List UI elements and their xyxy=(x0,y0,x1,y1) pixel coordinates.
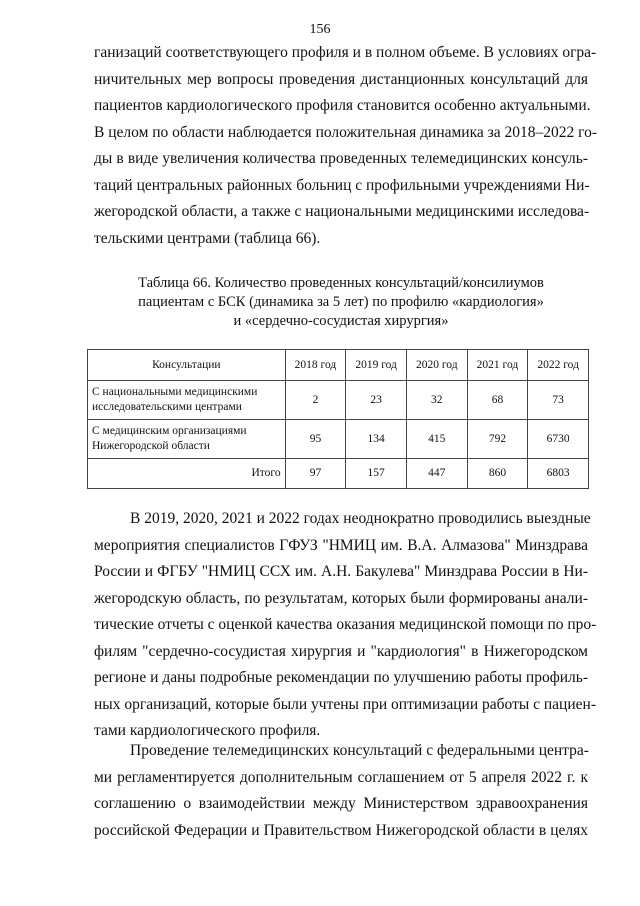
text-line: Проведение телемедицинских консультаций с федеральными центра- xyxy=(130,742,589,759)
text-line: ганизаций соответствующего профиля и в полном объеме. В условиях огра- xyxy=(94,44,597,61)
table-cell: 6730 xyxy=(528,420,589,459)
table-cell: 2 xyxy=(285,381,346,420)
text-line: ных организаций, которые были учтены при оптимизации работы с пациен- xyxy=(94,695,596,713)
text-line: регионе и даны подробные рекомендации по улучшению работы профиль- xyxy=(94,669,588,686)
table-cell: 860 xyxy=(467,459,528,489)
table-header-row xyxy=(88,350,589,381)
paragraph-intro xyxy=(94,40,598,252)
table-cell: 792 xyxy=(467,420,528,459)
caption-line: и «сердечно-сосудистая хирургия» xyxy=(233,313,449,329)
text-line: В целом по области наблюдается положительная динамика за 2018–2022 го- xyxy=(94,123,598,141)
table-cell: 68 xyxy=(467,381,528,420)
text-line: филям "сердечно-сосудистая хирургия и "кардиология" в Нижегородском xyxy=(94,642,588,660)
row-label-line: исследовательскими центрами xyxy=(92,401,242,413)
header-year: 2022 год xyxy=(528,350,589,381)
table-cell: 6803 xyxy=(528,459,589,489)
text-line: тами кардиологического профиля. xyxy=(94,722,321,739)
paragraph-telemedicine xyxy=(94,738,588,844)
table-cell: 95 xyxy=(285,420,346,459)
row-label-line: Нижегородской области xyxy=(92,440,210,452)
total-label: Итого xyxy=(88,459,286,489)
text-line: пациентов кардиологического профиля становится особенно актуальными. xyxy=(94,97,591,114)
table-cell: 23 xyxy=(346,381,407,420)
header-consultations: Консультации xyxy=(88,350,286,381)
row-label xyxy=(88,420,286,459)
row-label-line: С национальными медицинскими xyxy=(92,386,258,398)
table-caption xyxy=(94,274,588,331)
text-line: России и ФГБУ "НМИЦ ССХ им. А.Н. Бакулева" Минздрава России в Ни- xyxy=(94,563,588,580)
paragraph-field-visits xyxy=(94,506,597,745)
text-line: ничительных мер вопросы проведения дистанционных консультаций для xyxy=(94,70,588,88)
table-cell: 415 xyxy=(406,420,467,459)
text-line: ми регламентируется дополнительным соглашением от 5 апреля 2022 г. к xyxy=(94,768,588,786)
table-cell: 32 xyxy=(406,381,467,420)
table-total-row xyxy=(88,459,589,489)
text-line: В 2019, 2020, 2021 и 2022 годах неоднократно проводились выездные xyxy=(130,510,591,527)
table-row xyxy=(88,420,589,459)
table-cell: 134 xyxy=(346,420,407,459)
consultations-table xyxy=(87,349,589,489)
caption-line: Таблица 66. Количество проведенных консультаций/консилиумов xyxy=(138,275,544,291)
page-number: 156 xyxy=(309,22,331,37)
table-row xyxy=(88,381,589,420)
row-label-line: С медицинским организациями xyxy=(92,425,247,437)
table-cell: 73 xyxy=(528,381,589,420)
header-year: 2020 год xyxy=(406,350,467,381)
text-line: тельскими центрами (таблица 66). xyxy=(94,229,321,247)
text-line: российской Федерации и Правительством Нижегородской области в целях xyxy=(94,821,588,839)
table-cell: 157 xyxy=(346,459,407,489)
text-line: жегородскую область, по результатам, которых были формированы анали- xyxy=(94,589,588,607)
text-line: жегородской области, а также с национальными медицинскими исследова- xyxy=(94,203,590,220)
header-year: 2018 год xyxy=(285,350,346,381)
table-cell: 97 xyxy=(285,459,346,489)
text-line: таций центральных районных больниц с профильными учреждениями Ни- xyxy=(94,176,590,194)
text-line: ды в виде увеличения количества проведенных телемедицинских консуль- xyxy=(94,150,588,167)
row-label xyxy=(88,381,286,420)
text-line: соглашению о взаимодействии между Министерством здравоохранения xyxy=(94,795,588,812)
text-line: тические отчеты с оценкой качества оказания медицинской помощи по про- xyxy=(94,616,597,633)
text-line: мероприятия специалистов ГФУЗ "НМИЦ им. В.А. Алмазова" Минздрава xyxy=(94,536,588,554)
header-year: 2021 год xyxy=(467,350,528,381)
header-year: 2019 год xyxy=(346,350,407,381)
caption-line: пациентам с БСК (динамика за 5 лет) по профилю «кардиология» xyxy=(138,294,544,310)
table-cell: 447 xyxy=(406,459,467,489)
